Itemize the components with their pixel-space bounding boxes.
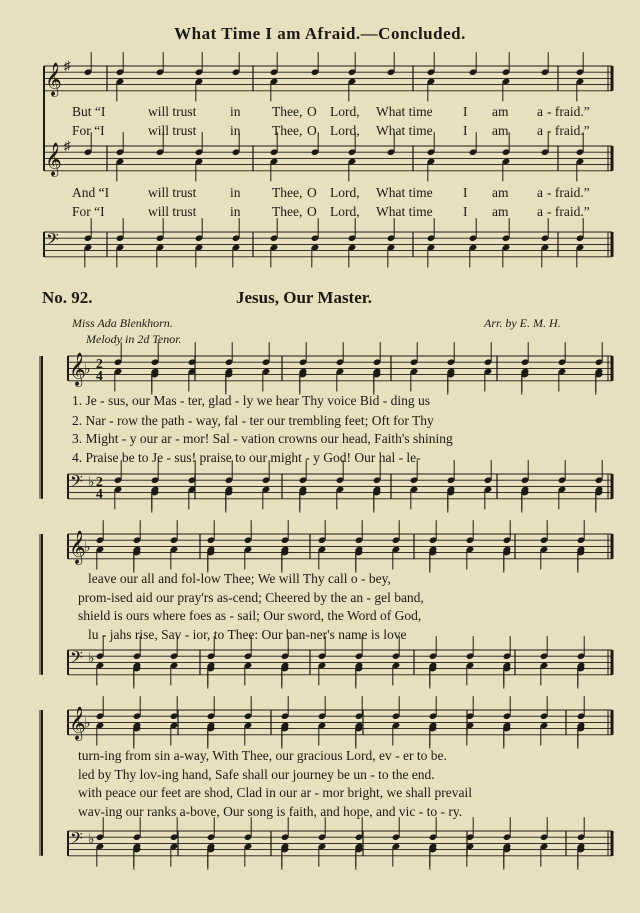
verse-2-line-2: prom-ised aid our pray'rs as-cend; Cheered by the an - gel band, — [78, 590, 424, 605]
lyric-word: What time — [376, 123, 433, 138]
lyric-word: Thee, — [272, 204, 303, 219]
bass-clef: 𝄢 — [70, 473, 83, 496]
melody-note: Melody in 2d Tenor. — [86, 332, 182, 346]
lyric-word: I — [463, 204, 468, 219]
flat-sign: ♭ — [84, 362, 91, 378]
sharp-sign: ♯ — [64, 58, 71, 73]
lyric-word: Thee, — [272, 123, 303, 138]
lyric-word: Lord, — [330, 123, 360, 138]
lyric-word: O — [307, 185, 317, 200]
verse-4-line-2: lu - jahs rise, Sav - ior, to Thee: Our ban-ner's name is love — [88, 627, 407, 642]
verse-1-line-3: turn-ing from sin a-way, With Thee, our gracious Lord, ev - er to be. — [78, 748, 447, 763]
lyric-word: Lord, — [330, 104, 360, 119]
lyric-word: in — [230, 123, 241, 138]
verse-2-line-3: led by Thy lov-ing hand, Safe shall our journey be un - to the end. — [78, 767, 435, 782]
lyric-word: am — [492, 204, 509, 219]
lyric-word: - fraid.” — [547, 185, 590, 200]
verse-3-line-1: 3. Might - y our ar - mor! Sal - vation crowns our head, Faith's shining — [72, 431, 453, 446]
time-signature-bottom: 4 — [96, 486, 103, 502]
lyric-word: am — [492, 185, 509, 200]
treble-clef: 𝄞 — [45, 64, 62, 96]
lyric-word: a — [537, 104, 543, 119]
lyric-word: What time — [376, 204, 433, 219]
lyric-word: Thee, — [272, 185, 303, 200]
time-signature-top: 2 — [96, 355, 103, 371]
treble-clef: 𝄞 — [69, 532, 86, 564]
verse-1-line-2: leave our all and fol-low Thee; We will Thy call o - bey, — [88, 571, 391, 586]
verse-2-line-1: 2. Nar - row the path - way, fal - ter our trembling feet; Oft for Thy — [72, 413, 434, 428]
lyric-word: O — [307, 204, 317, 219]
treble-clef: 𝄞 — [69, 354, 86, 386]
lyric-word: I — [463, 123, 468, 138]
lyric-word: a — [537, 123, 543, 138]
page-title: What Time I am Afraid.—Concluded. — [174, 24, 466, 43]
lyric-word: Lord, — [330, 185, 360, 200]
sharp-sign: ♯ — [64, 138, 71, 153]
lyric-word: O — [307, 104, 317, 119]
lyric-word: will trust — [148, 123, 197, 138]
hymn-number: No. 92. — [42, 288, 93, 307]
lyric-word: - fraid.” — [547, 123, 590, 138]
hymn-title: Jesus, Our Master. — [236, 288, 372, 307]
treble-clef: 𝄞 — [69, 708, 86, 740]
treble-clef: 𝄞 — [45, 144, 62, 176]
lyric-word: For “I — [72, 123, 105, 138]
lyric-word: Thee, — [272, 104, 303, 119]
verse-3-line-2: shield is ours where foes as - sail; Our sword, the Word of God, — [78, 608, 422, 623]
lyric-word: in — [230, 185, 241, 200]
verse-4-line-1: 4. Praise be to Je - sus! praise to our might - y God! Our hal - le- — [72, 450, 421, 465]
lyric-word: a — [537, 204, 543, 219]
lyric-word: in — [230, 204, 241, 219]
verse-3-line-3: with peace our feet are shod, Clad in our ar - mor bright, we shall prevail — [78, 785, 472, 800]
verse-1-line-1: 1. Je - sus, our Mas - ter, glad - ly we hear Thy voice Bid - ding us — [72, 393, 431, 408]
lyric-word: But “I — [72, 104, 106, 119]
flat-sign: ♭ — [84, 540, 91, 556]
lyric-word: will trust — [148, 204, 197, 219]
flat-sign: ♭ — [88, 475, 95, 491]
bass-clef: 𝄢 — [70, 649, 83, 672]
lyric-word: Lord, — [330, 204, 360, 219]
author-credit: Miss Ada Blenkhorn. — [72, 316, 173, 330]
lyric-word: will trust — [148, 185, 197, 200]
lyric-word: - fraid.” — [547, 104, 590, 119]
flat-sign: ♭ — [84, 716, 91, 732]
time-signature-bottom: 4 — [96, 368, 103, 384]
verse-4-line-3: wav-ing our ranks a-bove, Our song is faith, and hope, and vic - to - ry. — [78, 804, 463, 819]
flat-sign: ♭ — [88, 651, 95, 667]
lyric-word: - fraid.” — [547, 204, 590, 219]
lyric-word: in — [230, 104, 241, 119]
bass-clef: 𝄢 — [46, 231, 59, 254]
time-signature-top: 2 — [96, 473, 103, 489]
arranger-credit: Arr. by E. M. H. — [484, 316, 561, 330]
lyric-word: For “I — [72, 204, 105, 219]
bass-clef: 𝄢 — [70, 830, 83, 853]
flat-sign: ♭ — [88, 832, 95, 848]
lyric-word: am — [492, 123, 509, 138]
lyric-word: am — [492, 104, 509, 119]
lyric-word: What time — [376, 104, 433, 119]
lyric-word: And “I — [72, 185, 110, 200]
lyric-word: O — [307, 123, 317, 138]
lyric-word: will trust — [148, 104, 197, 119]
lyric-word: a — [537, 185, 543, 200]
lyric-word: I — [463, 104, 468, 119]
lyric-word: I — [463, 185, 468, 200]
lyric-word: What time — [376, 185, 433, 200]
